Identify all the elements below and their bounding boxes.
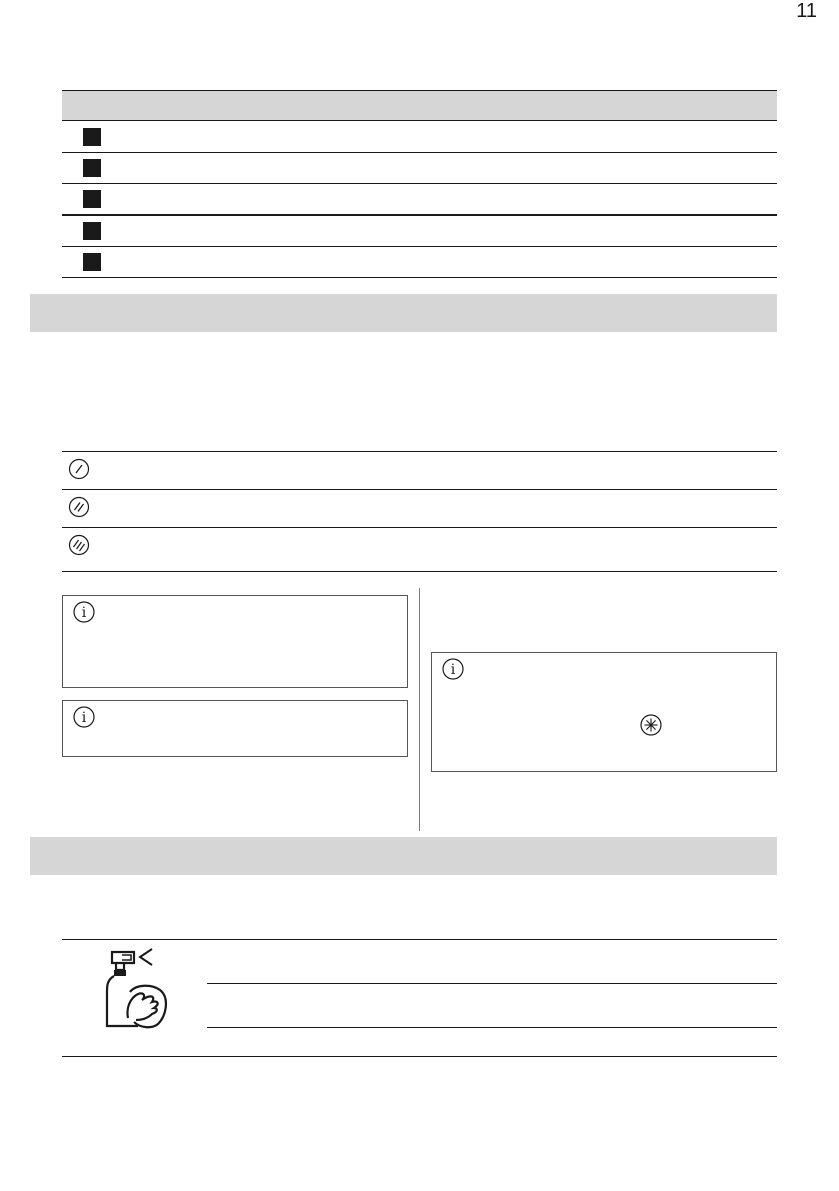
spray-bottle-cloth-icon [100,946,170,1030]
square-marker [83,253,101,271]
info-box [62,595,408,688]
svg-text:i: i [450,662,456,678]
square-marker [83,222,101,240]
single-slash-circle-icon [68,458,90,480]
table-row-rule [62,246,777,247]
info-icon [73,706,95,728]
cleaning-row-rule [207,1027,777,1028]
svg-text:i: i [81,605,87,621]
section-heading-bar [30,294,777,332]
table-row-rule-bold [62,214,777,216]
table-header-bar [62,90,777,120]
symbol-table-bottom-rule [62,571,777,572]
triple-slash-circle-icon [68,534,90,556]
double-slash-circle-icon [68,496,90,518]
cleaning-table-top-rule [62,939,777,940]
cleaning-table-bottom-rule [62,1056,777,1057]
page-number: 11 [796,0,817,22]
snowflake-circle-icon [640,714,662,736]
table-row-rule [62,183,777,184]
info-box [62,700,408,757]
square-marker [83,128,101,146]
symbol-row-rule [62,527,777,528]
section-heading-bar [30,837,777,875]
symbol-row-rule [62,489,777,490]
square-marker [83,190,101,208]
square-marker [83,159,101,177]
column-divider [419,588,420,831]
table-header-bottom-rule [62,120,777,121]
table-row-rule [62,152,777,153]
info-icon [73,601,95,623]
table-header-top-rule [62,90,777,91]
symbol-table-top-rule [62,451,777,452]
table-bottom-rule [62,277,777,278]
cleaning-row-rule [207,983,777,984]
svg-text:i: i [81,710,87,726]
info-box [431,652,777,772]
info-icon [442,658,464,680]
